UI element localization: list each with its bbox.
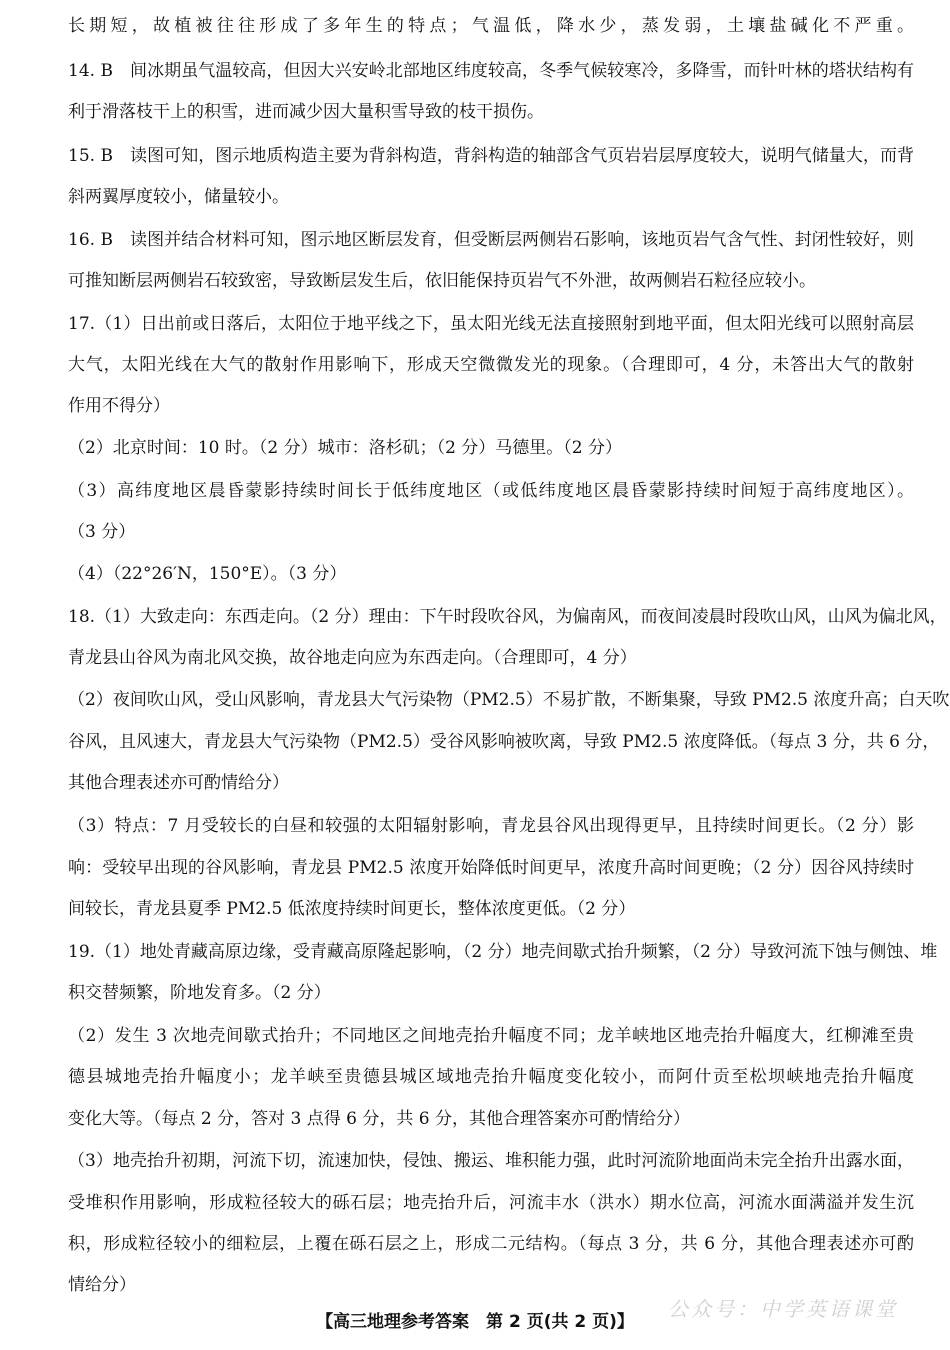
text-line: （3 分） [68,522,136,542]
text-line: 利于滑落枝干上的积雪，进而减少因大量积雪导致的枝干损伤。 [68,102,544,122]
text-line: （3）地壳抬升初期，河流下切，流速加快，侵蚀、搬运、堆积能力强，此时河流阶地面尚未完全抬升出露水面， [68,1151,914,1171]
page-footer: 【高三地理参考答案 第 2 页(共 2 页)】 [316,1312,634,1332]
text-line: 15. B 读图可知，图示地质构造主要为背斜构造，背斜构造的轴部含气页岩岩层厚度较大，说明气储量大，而背 [68,146,914,166]
text-line: （2）发生 3 次地壳间歇式抬升；不同地区之间地壳抬升幅度不同；龙羊峡地区地壳抬升幅度大，红柳滩至贵 [68,1026,914,1046]
text-line: 14. B 间冰期虽气温较高，但因大兴安岭北部地区纬度较高，冬季气候较寒冷，多降雪，而针叶林的塔状结构有 [68,61,914,81]
text-line: 受堆积作用影响，形成粒径较大的砾石层；地壳抬升后，河流丰水（洪水）期水位高，河流水面满溢并发生沉 [68,1193,914,1213]
text-line: 德县城地壳抬升幅度小；龙羊峡至贵德县城区域地壳抬升幅度变化较小，而阿什贡至松坝峡地壳抬升幅度 [68,1067,914,1087]
text-line: 其他合理表述亦可酌情给分） [68,773,289,793]
text-line: 作用不得分） [68,396,170,416]
text-line: 情给分） [68,1275,136,1295]
text-line: （4）（22°26′N，150°E）。（3 分） [68,564,347,584]
text-line: （3）高纬度地区晨昏蒙影持续时间长于低纬度地区（或低纬度地区晨昏蒙影持续时间短于高纬度地区）。 [68,481,914,501]
text-line: 变化大等。（每点 2 分，答对 3 点得 6 分，共 6 分，其他合理答案亦可酌情给分） [68,1109,690,1129]
text-line: 长期短，故植被往往形成了多年生的特点；气温低，降水少，蒸发弱，土壤盐碱化不严重。 [68,16,914,36]
text-line: 可推知断层两侧岩石较致密，导致断层发生后，依旧能保持页岩气不外泄，故两侧岩石粒径应较小。 [68,271,816,291]
text-line: 积交替频繁，阶地发育多。（2 分） [68,983,331,1003]
text-line: 谷风，且风速大，青龙县大气污染物（PM2.5）受谷风影响被吹离，导致 PM2.5 浓度降低。（每点 3 分，共 6 分， [68,732,940,752]
text-line: 17.（1）日出前或日落后，太阳位于地平线之下，虽太阳光线无法直接照射到地平面，但太阳光线可以照射高层 [68,314,914,334]
text-line: 响：受较早出现的谷风影响，青龙县 PM2.5 浓度开始降低时间更早，浓度升高时间更晚；（2 分）因谷风持续时 [68,858,914,878]
text-line: （2）夜间吹山风，受山风影响，青龙县大气污染物（PM2.5）不易扩散，不断集聚，导致 PM2.5 浓度升高；白天吹 [68,690,950,710]
text-line: （3）特点：7 月受较长的白昼和较强的太阳辐射影响，青龙县谷风出现得更早，且持续时间更长。（2 分）影 [68,816,914,836]
text-line: 青龙县山谷风为南北风交换，故谷地走向应为东西走向。（合理即可，4 分） [68,648,637,668]
text-line: 16. B 读图并结合材料可知，图示地区断层发育，但受断层两侧岩石影响，该地页岩气含气性、封闭性较好，则 [68,230,914,250]
watermark: 公众号：中学英语课堂 [668,1297,898,1321]
text-line: （2）北京时间：10 时。（2 分）城市：洛杉矶；（2 分）马德里。（2 分） [68,438,623,458]
text-line: 19.（1）地处青藏高原边缘，受青藏高原隆起影响，（2 分）地壳间歇式抬升频繁，（2 分）导致河流下蚀与侧蚀、堆 [68,942,938,962]
text-line: 积，形成粒径较小的细粒层，上覆在砾石层之上，形成二元结构。（每点 3 分，共 6 分，其他合理表述亦可酌 [68,1234,914,1254]
text-line: 斜两翼厚度较小，储量较小。 [68,187,289,207]
text-line: 间较长，青龙县夏季 PM2.5 低浓度持续时间更长，整体浓度更低。（2 分） [68,899,636,919]
text-line: 大气，太阳光线在大气的散射作用影响下，形成天空微微发光的现象。（合理即可，4 分，未答出大气的散射 [68,355,914,375]
text-line: 18.（1）大致走向：东西走向。（2 分）理由：下午时段吹谷风，为偏南风，而夜间凌晨时段吹山风，山风为偏北风， [68,607,947,627]
